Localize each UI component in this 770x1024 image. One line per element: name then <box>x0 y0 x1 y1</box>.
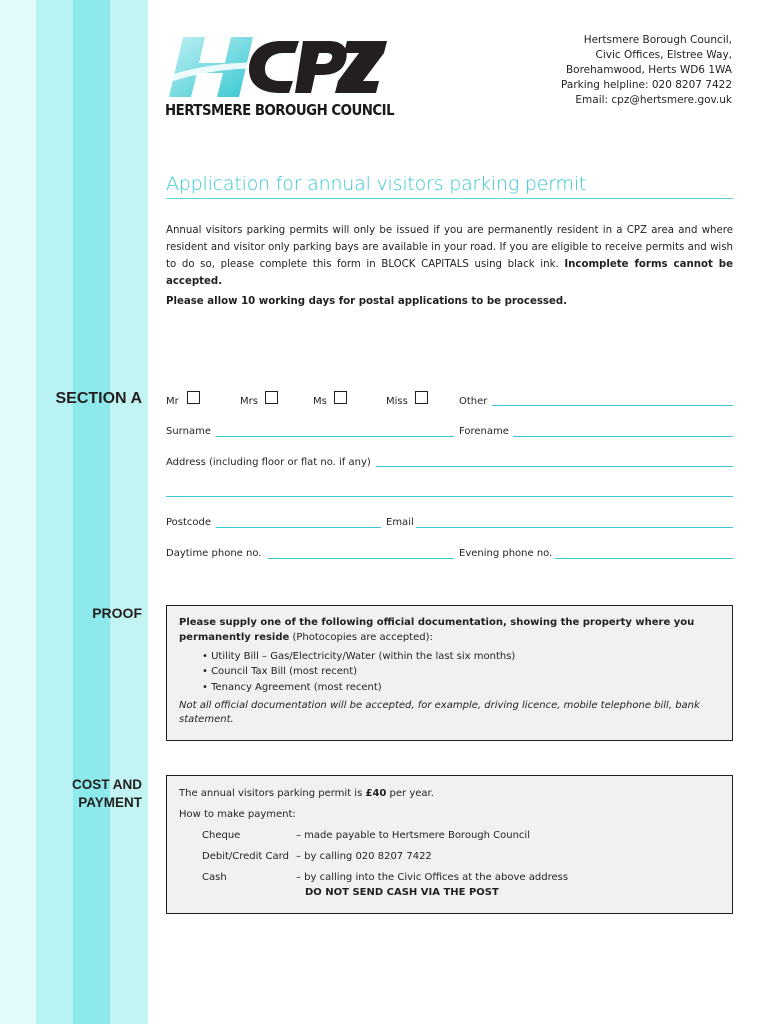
title-miss-label: Miss <box>386 396 408 407</box>
surname-field[interactable] <box>216 436 454 437</box>
proof-photocopies-note: (Photocopies are accepted): <box>289 632 433 643</box>
title-mrs-label: Mrs <box>240 396 258 407</box>
postcode-label: Postcode <box>166 517 212 528</box>
proof-item-tenancy: Tenancy Agreement (most recent) <box>211 682 382 693</box>
forename-label: Forename <box>459 426 509 437</box>
payment-method-cash: Cash <box>202 872 227 883</box>
intro-warning: Incomplete forms cannot be accepted. <box>166 259 733 287</box>
proof-instruction-line-2 <box>179 632 433 643</box>
address-label: Address (including floor or flat no. if any) <box>166 457 371 468</box>
title-ms-label: Ms <box>313 396 327 407</box>
payment-method-card: Debit/Credit Card <box>202 851 289 862</box>
price-value: £40 <box>365 788 387 799</box>
evening-phone-label: Evening phone no. <box>459 548 553 559</box>
title-ms-checkbox[interactable] <box>334 391 347 404</box>
contact-email: Email: cpz@hertsmere.gov.uk <box>575 94 732 106</box>
forename-field[interactable] <box>513 436 733 437</box>
surname-label: Surname <box>166 426 211 437</box>
title-mrs-checkbox[interactable] <box>265 391 278 404</box>
evening-phone-field[interactable] <box>555 558 733 559</box>
address-field-line-2[interactable] <box>166 496 733 497</box>
payment-method-cheque: Cheque <box>202 830 241 841</box>
proof-disclaimer-end: statement. <box>179 714 234 725</box>
proof-heading: PROOF <box>92 605 142 621</box>
address-line: Civic Offices, Elstree Way, <box>595 49 732 61</box>
postcode-field[interactable] <box>216 527 381 528</box>
council-name: HERTSMERE BOROUGH COUNCIL <box>165 101 395 119</box>
decorative-stripe-1 <box>0 0 36 1024</box>
intro-text: Annual visitors parking permits will only be issued if you are permanently resident in a CPZ area and where resident and visitor only parking bays are available in your road. If you are eligible to receive permits and wish to do so, please complete this form in BLOCK CAPITALS using black ink. <box>166 225 733 270</box>
intro-paragraph <box>166 222 733 290</box>
title-mr-label: Mr <box>166 396 179 407</box>
decorative-stripe-3 <box>73 0 110 1024</box>
proof-list-item: • Council Tax Bill (most recent) <box>202 666 358 677</box>
proof-instruction-bold: Please supply one of the following official documentation, showing the property where you <box>179 617 695 628</box>
title-mr-checkbox[interactable] <box>187 391 200 404</box>
proof-disclaimer-text: Not all official documentation will be accepted, for example, driving licence, mobile telephone bill, bank <box>179 700 700 711</box>
cost-heading-line-2: PAYMENT <box>78 795 142 810</box>
proof-instruction-line-1 <box>179 617 694 628</box>
email-label: Email <box>386 517 414 528</box>
proof-list-item: • Tenancy Agreement (most recent) <box>202 682 382 693</box>
address-line: Borehamwood, Herts WD6 1WA <box>565 64 732 76</box>
price-post-text: per year. <box>386 788 434 799</box>
title-divider <box>166 198 733 199</box>
decorative-stripe-4 <box>110 0 148 1024</box>
proof-item-council-tax: Council Tax Bill (most recent) <box>211 666 358 677</box>
email-field[interactable] <box>416 527 733 528</box>
address-field-line-1[interactable] <box>376 466 733 467</box>
processing-time-note: Please allow 10 working days for postal applications to be processed. <box>166 296 568 307</box>
page-title: Application for annual visitors parking permit <box>166 173 587 195</box>
proof-panel <box>166 605 733 741</box>
daytime-phone-field[interactable] <box>268 558 454 559</box>
title-other-label: Other <box>459 396 488 407</box>
cost-panel <box>166 775 733 914</box>
parking-helpline: Parking helpline: 020 8207 7422 <box>561 79 732 91</box>
payment-detail-card: – by calling 020 8207 7422 <box>296 851 432 862</box>
how-to-pay-label: How to make payment: <box>179 809 296 820</box>
proof-disclaimer-line-1 <box>179 700 700 711</box>
payment-detail-cash: – by calling into the Civic Offices at the above address <box>296 872 569 883</box>
proof-list-item: • Utility Bill – Gas/Electricity/Water (within the last six months) <box>202 651 516 662</box>
price-statement <box>179 788 434 799</box>
payment-detail-cheque: – made payable to Hertsmere Borough Council <box>296 830 530 841</box>
daytime-phone-label: Daytime phone no. <box>166 548 262 559</box>
council-address <box>561 33 732 108</box>
cost-payment-heading <box>40 776 142 812</box>
title-miss-checkbox[interactable] <box>415 391 428 404</box>
price-pre-text: The annual visitors parking permit is <box>179 788 366 799</box>
section-a-heading: SECTION A <box>55 390 142 407</box>
council-logo <box>163 33 395 123</box>
proof-item-utility: Utility Bill – Gas/Electricity/Water (within the last six months) <box>211 651 516 662</box>
proof-disclaimer-line-2 <box>179 714 234 725</box>
cost-heading-line-1: COST AND <box>72 777 142 792</box>
title-other-field[interactable] <box>492 405 733 406</box>
cash-post-warning-text: DO NOT SEND CASH VIA THE POST <box>305 887 499 898</box>
address-line: Hertsmere Borough Council, <box>583 34 732 46</box>
proof-reside-bold: permanently reside <box>179 632 290 643</box>
decorative-stripe-2 <box>36 0 73 1024</box>
cash-post-warning <box>305 887 499 898</box>
hcpz-logo-mark <box>163 33 388 101</box>
